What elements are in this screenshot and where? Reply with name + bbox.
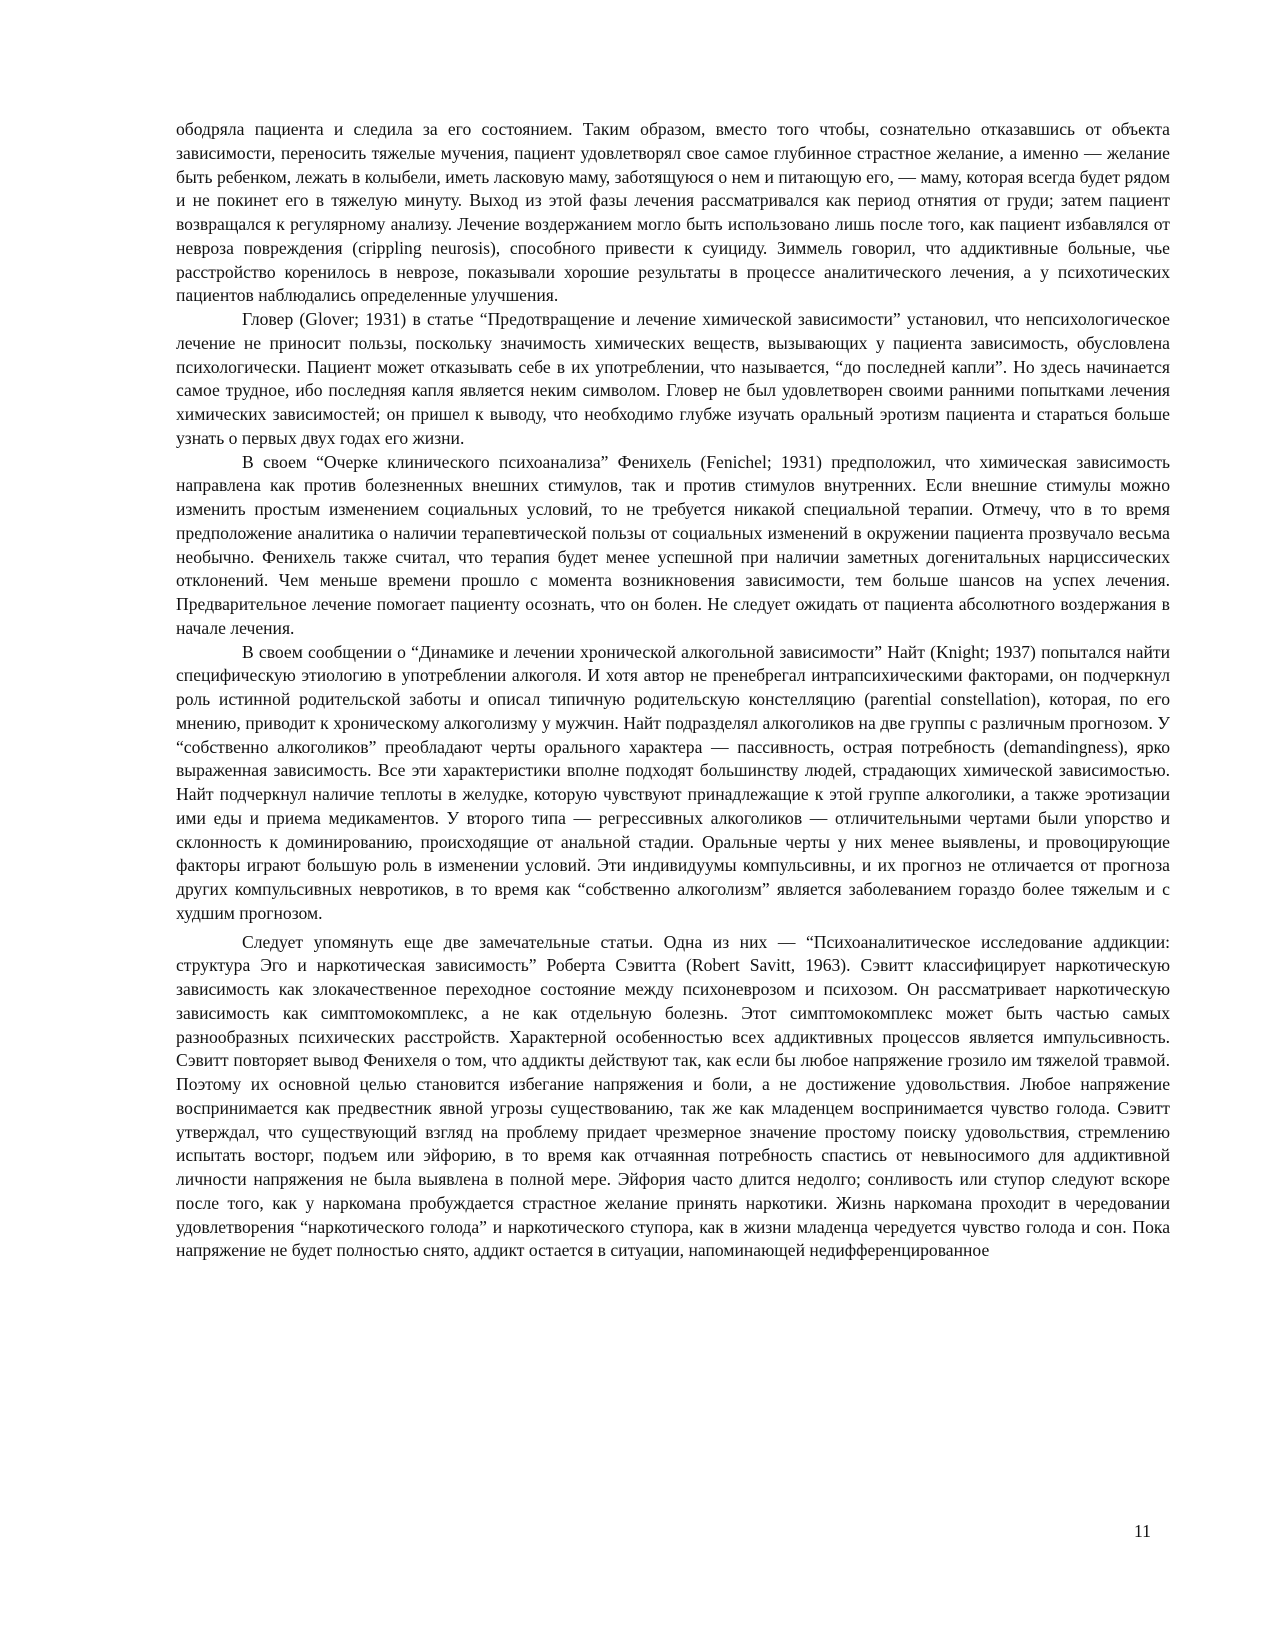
paragraph-savitt: Следует упомянуть еще две замечательные статьи. Одна из них — “Психоаналитическое исследование аддикции: структура Эго и наркотическая зависимость” Роберта Сэвитта (Robert Savitt, 1963). Сэвитт классифицирует наркотическую зависимость как злокачественное переходное состояние между психоневрозом и психозом. Он рассматривает наркотическую зависимость как симптомокомплекс, а не как отдельную болезнь. Этот симптомокомплекс может быть частью самых разнообразных психических расстройств. Характерной особенностью всех аддиктивных процессов является импульсивность. Сэвитт повторяет вывод Фенихеля о том, что аддикты действуют так, как если бы любое напряжение грозило им тяжелой травмой. Поэтому их основной целью становится избегание напряжения и боли, а не достижение удовольствия. Любое напряжение воспринимается как предвестник явной угрозы существованию, так же как младенцем воспринимается чувство голода. Сэвитт утверждал, что существующий взгляд на проблему придает чрезмерное значение простому поиску удовольствия, стремлению испытать восторг, подъем или эйфорию, в то время как отчаянная потребность спастись от невыносимого для аддиктивной личности напряжения не была выявлена в полной мере. Эйфория часто длится недолго; сонливость или ступор следуют вскоре после того, как у наркомана пробуждается страстное желание принять наркотики. Жизнь наркомана проходит в чередовании удовлетворения “наркотического голода” и наркотического ступора, как в жизни младенца чередуется чувство голода и сон. Пока напряжение не будет полностью снято, аддикт остается в ситуации, напоминающей недифференцированное bbox=[176, 931, 1170, 1261]
paragraph-glover: Гловер (Glover; 1931) в статье “Предотвращение и лечение химической зависимости” установил, что непсихологическое лечение не приносит пользы, поскольку значимость химических веществ, вызывающих у пациента зависимость, обусловлена психологически. Пациент может отказывать себе в их употреблении, что называется, “до последней капли”. Но здесь начинается самое трудное, ибо последняя капля является неким символом. Гловер не был удовлетворен своими ранними попытками лечения химических зависимостей; он пришел к выводу, что необходимо глубже изучать оральный эротизм пациента и стараться больше узнать о первых двух годах его жизни. bbox=[176, 309, 1170, 448]
body-text bbox=[176, 118, 1170, 1263]
paragraph-fenichel: В своем “Очерке клинического психоанализа” Фенихель (Fenichel; 1931) предположил, что химическая зависимость направлена как против болезненных внешних стимулов, так и против стимулов внутренних. Если внешние стимулы можно изменить простым изменением социальных условий, то не требуется никакой специальной терапии. Отмечу, что в то время предположение аналитика о наличии терапевтической пользы от социальных изменений в окружении пациента прозвучало весьма необычно. Фенихель также считал, что терапия будет менее успешной при наличии заметных догенитальных нарциссических отклонений. Чем меньше времени прошло с момента возникновения зависимости, тем больше шансов на успех лечения. Предварительное лечение помогает пациенту осознать, что он болен. Не следует ожидать от пациента абсолютного воздержания в начале лечения. bbox=[176, 451, 1170, 638]
page-number: 11 bbox=[1134, 1521, 1151, 1541]
paragraph-knight: В своем сообщении о “Динамике и лечении хронической алкогольной зависимости” Найт (Knight; 1937) попытался найти специфическую этиологию в употреблении алкоголя. И хотя автор не пренебрегал интрапсихическими факторами, он подчеркнул роль истинной родительской заботы и описал типичную родительскую констелляцию (parential constellation), которая, по его мнению, приводит к хроническому алкоголизму у мужчин. Найт подразделял алкоголиков на две группы с различным прогнозом. У “собственно алкоголиков” преобладают черты орального характера — пассивность, острая потребность (demandingness), ярко выраженная зависимость. Все эти характеристики вполне подходят большинству людей, страдающих химической зависимостью. Найт подчеркнул наличие теплоты в желудке, которую чувствуют принадлежащие к этой группе алкоголики, а также эротизации ими еды и приема медикаментов. У второго типа — регрессивных алкоголиков — отличительными чертами были упорство и склонность к доминированию, происходящие от анальной стадии. Оральные черты у них менее выявлены, и провоцирующие факторы играют большую роль в изменении условий. Эти индивидуумы компульсивны, и их прогноз не отличается от прогноза других компульсивных невротиков, в то время как “собственно алкоголизм” является заболеванием гораздо более тяжелым и с худшим прогнозом. bbox=[176, 641, 1170, 923]
paragraph-continuation: ободряла пациента и следила за его состоянием. Таким образом, вместо того чтобы, сознательно отказавшись от объекта зависимости, переносить тяжелые мучения, пациент удовлетворял свое самое глубинное страстное желание, а именно — желание быть ребенком, лежать в колыбели, иметь ласковую маму, заботящуюся о нем и питающую его, — маму, которая всегда будет рядом и не покинет его в тяжелую минуту. Выход из этой фазы лечения рассматривался как период отнятия от груди; затем пациент возвращался к регулярному анализу. Лечение воздержанием могло быть использовано лишь после того, как пациент избавлялся от невроза повреждения (crippling neurosis), способного привести к суициду. Зиммель говорил, что аддиктивные больные, чье расстройство коренилось в неврозе, показывали хорошие результаты в процессе аналитического лечения, а у психотических пациентов наблюдались определенные улучшения. bbox=[176, 119, 1170, 306]
